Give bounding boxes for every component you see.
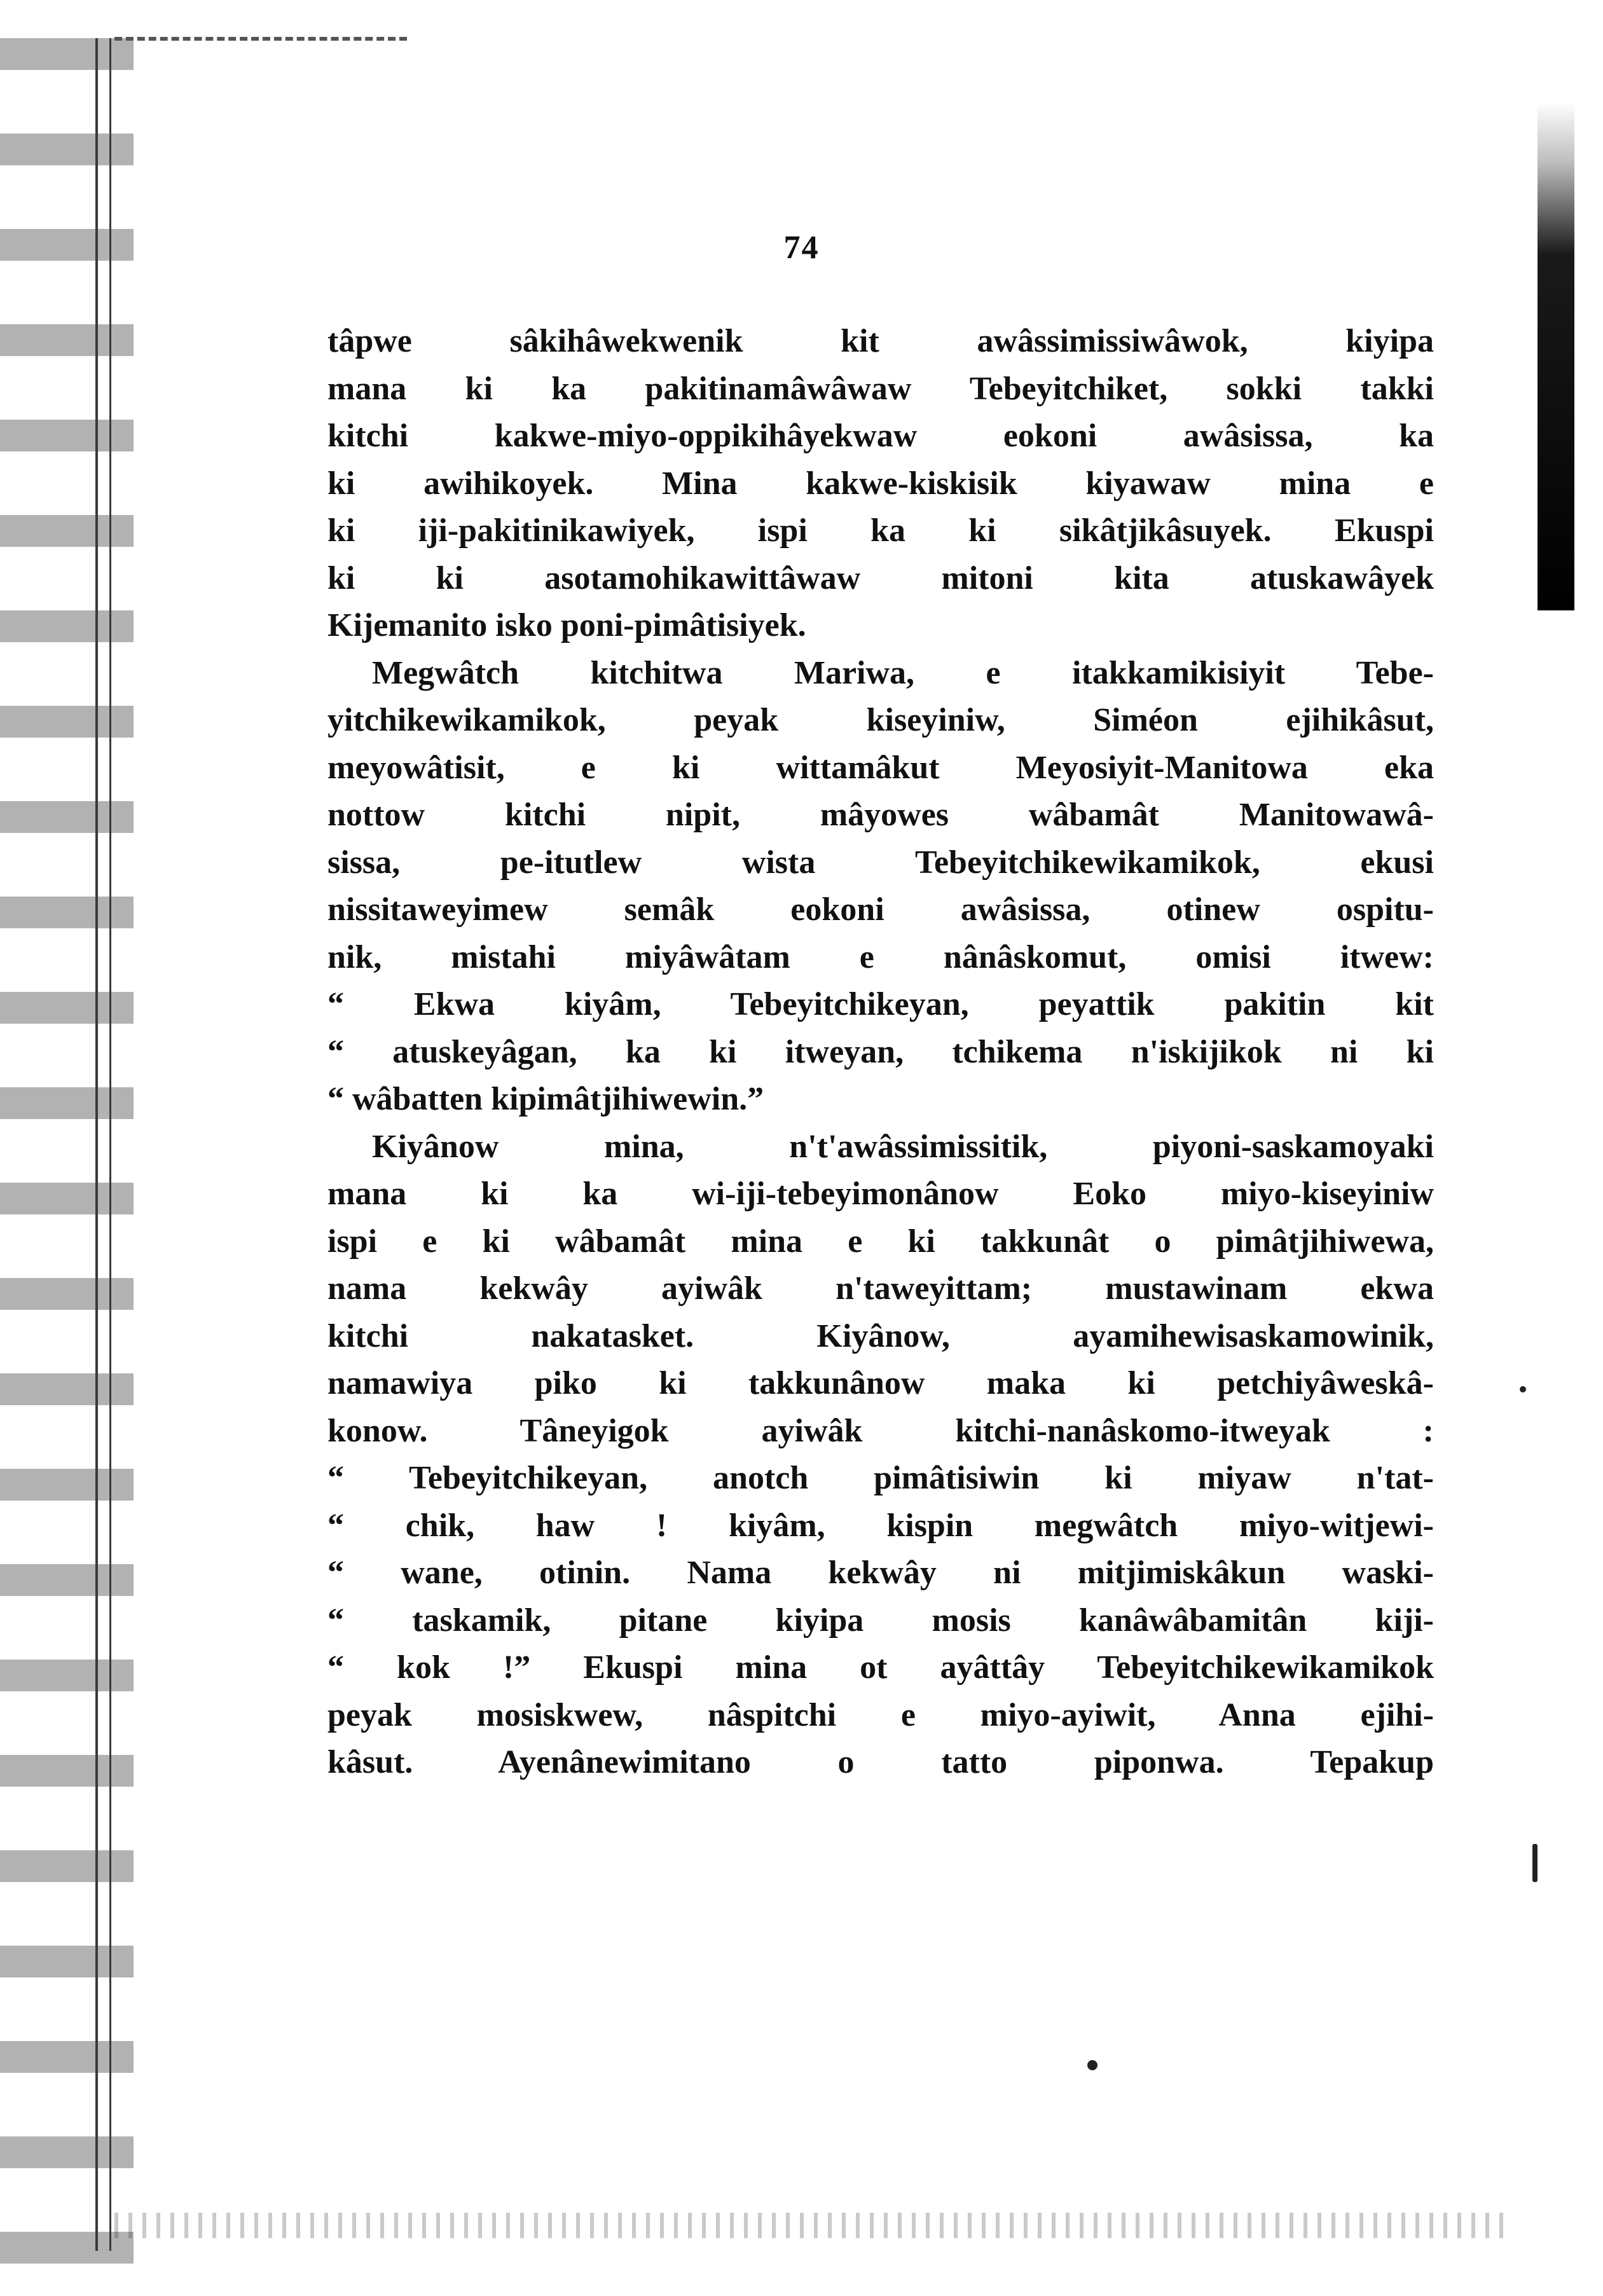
text-line: Kiyânow mina, n't'awâssimissitik, piyoni-saskamoyaki: [372, 1128, 1434, 1165]
text-line: “ Ekwa kiyâm, Tebeyitchikeyan, peyattik pakitin kit: [327, 986, 1434, 1022]
text-line: yitchikewikamikok, peyak kiseyiniw, Siméon ejihikâsut,: [327, 702, 1434, 738]
text-line: “ taskamik, pitane kiyipa mosis kanâwâbamitân kiji-: [327, 1602, 1434, 1639]
scan-edge-bar: [1538, 102, 1574, 610]
binding-line: [109, 38, 111, 2251]
text-line: mana ki ka pakitinamâwâwaw Tebeyitchiket, sokki takki: [327, 370, 1434, 407]
binding-shadow: [0, 0, 134, 2296]
text-line: mana ki ka wi-iji-tebeyimonânow Eoko miyo-kiseyiniw: [327, 1176, 1434, 1212]
binding-line: [95, 38, 98, 2251]
text-line: Megwâtch kitchitwa Mariwa, e itakkamikisiyit Tebe-: [372, 654, 1434, 691]
text-line: ki awihikoyek. Mina kakwe-kiskisik kiyawaw mina e: [327, 465, 1434, 502]
text-line: nissitaweyimew semâk eokoni awâsissa, otinew ospitu-: [327, 891, 1434, 928]
text-line: nottow kitchi nipit, mâyowes wâbamât Manitowawâ-: [327, 797, 1434, 833]
text-line: “ chik, haw ! kiyâm, kispin megwâtch miyo-witjewi-: [327, 1507, 1434, 1544]
text-line: ki iji-pakitinikawiyek, ispi ka ki sikâtjikâsuyek. Ekuspi: [327, 512, 1434, 549]
text-line: konow. Tâneyigok ayiwâk kitchi-nanâskomo-itweyak :: [327, 1412, 1434, 1449]
scan-speck: [1087, 2060, 1097, 2070]
text-line: “ wane, otinin. Nama kekwây ni mitjimiskâkun waski-: [327, 1555, 1434, 1591]
text-line: meyowâtisit, e ki wittamâkut Meyosiyit-Manitowa eka: [327, 749, 1434, 786]
text-line: kitchi kakwe-miyo-oppikihâyekwaw eokoni awâsissa, ka: [327, 418, 1434, 454]
text-line: Kijemanito isko poni-pimâtisiyek.: [327, 607, 806, 643]
page-number: 74: [783, 230, 820, 266]
text-line: “ Tebeyitchikeyan, anotch pimâtisiwin ki miyaw n'tat-: [327, 1460, 1434, 1496]
scan-speck: [1532, 1844, 1538, 1882]
text-line: “ atuskeyâgan, ka ki itweyan, tchikema n'iskijikok ni ki: [327, 1033, 1434, 1070]
text-line: sissa, pe-itutlew wista Tebeyitchikewikamikok, ekusi: [327, 844, 1434, 881]
paragraph: [327, 1124, 1434, 1787]
text-line: “ wâbatten kipimâtjihiwewin.”: [327, 1081, 764, 1117]
scan-bottom-noise: [114, 2213, 1513, 2238]
text-line: nama kekwây ayiwâk n'taweyittam; mustawinam ekwa: [327, 1270, 1434, 1307]
paragraph: [327, 650, 1434, 1124]
text-line: ispi e ki wâbamât mina e ki takkunât o pimâtjihiwewa,: [327, 1223, 1434, 1260]
scan-speck: [1520, 1386, 1526, 1392]
text-line: peyak mosiskwew, nâspitchi e miyo-ayiwit, Anna ejihi-: [327, 1696, 1434, 1733]
body-text: [327, 318, 1434, 1787]
scan-edge-mark: [114, 37, 407, 41]
text-line: kâsut. Ayenânewimitano o tatto piponwa. Tepakup: [327, 1744, 1434, 1780]
text-line: “ kok !” Ekuspi mina ot ayâttây Tebeyitchikewikamikok: [327, 1649, 1434, 1686]
text-line: kitchi nakatasket. Kiyânow, ayamihewisaskamowinik,: [327, 1317, 1434, 1354]
text-line: nik, mistahi miyâwâtam e nânâskomut, omisi itwew:: [327, 938, 1434, 975]
text-line: namawiya piko ki takkunânow maka ki petchiyâweskâ-: [327, 1365, 1434, 1401]
text-line: ki ki asotamohikawittâwaw mitoni kita atuskawâyek: [327, 560, 1434, 596]
paragraph: [327, 318, 1434, 650]
text-line: tâpwe sâkihâwekwenik kit awâssimissiwâwok, kiyipa: [327, 323, 1434, 359]
